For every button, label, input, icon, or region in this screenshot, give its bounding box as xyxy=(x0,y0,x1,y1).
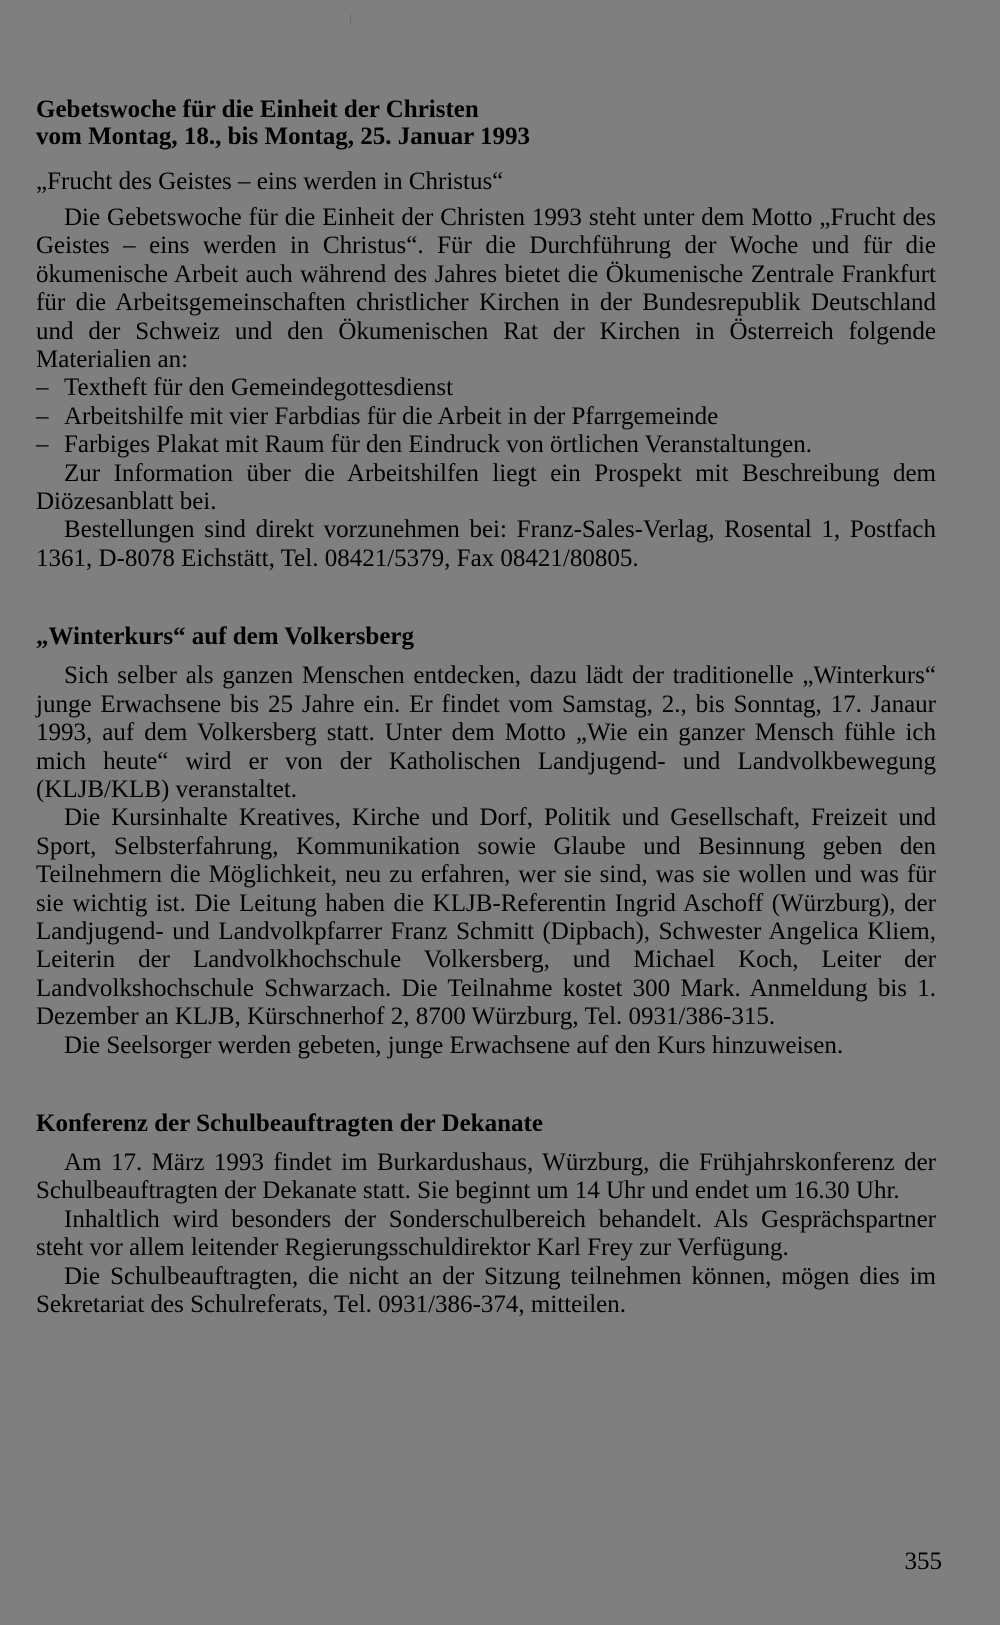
list-dash: – xyxy=(36,431,49,459)
list-item-text: Textheft für den Gemeindegottesdienst xyxy=(64,374,454,402)
list-dash: – xyxy=(36,402,49,430)
list-item xyxy=(36,431,936,459)
paragraph: Am 17. März 1993 findet im Burkardushaus, Würzburg, die Frühjahrskonferenz der Schulbeauftragten der Dekanate statt. Sie beginnt um 14 Uhr und endet um 16.30 Uhr. xyxy=(36,1148,936,1205)
paragraph: Sich selber als ganzen Menschen entdecken, dazu lädt der traditionelle „Winterkurs“ junge Erwachsene bis 25 Jahre ein. Er findet vom Samstag, 2., bis Sonntag, 17. Janaur 1993, auf dem Volkersberg statt. Unter dem Motto „Wie ein ganzer Mensch fühle ich mich heute“ wird er von der Katholischen Landjugend- und Landvolkbewegung (KLJB/KLB) veranstaltet. xyxy=(36,662,936,803)
section-heading: „Winterkurs“ auf dem Volkersberg xyxy=(36,623,415,651)
list-dash: – xyxy=(36,374,49,402)
page-number: 355 xyxy=(904,1548,942,1575)
materials-list xyxy=(36,374,936,459)
paragraph: Die Gebetswoche für die Einheit der Christen 1993 steht unter dem Motto „Frucht des Geistes – eins werden in Christus“. Für die Durchführung der Woche und für die ökumenische Arbeit auch während des Jahres bietet die Ökumenische Zentrale Frankfurt für die Arbeitsgemeinschaften christlicher Kirchen in der Bundesrepublik Deutschland und der Schweiz und den Ökumenischen Rat der Kirchen in Österreich folgende Materialien an: xyxy=(36,204,936,374)
paragraph: Inhaltlich wird besonders der Sonderschulbereich behandelt. Als Gesprächspartner steht vor allem leitender Regierungsschuldirektor Karl Frey zur Verfügung. xyxy=(36,1205,936,1262)
list-item xyxy=(36,403,936,431)
paragraph: Bestellungen sind direkt vorzunehmen bei: Franz-Sales-Verlag, Rosental 1, Postfach 1361, D-8078 Eichstätt, Tel. 08421/5379, Fax 08421/80805. xyxy=(36,516,936,572)
document-page xyxy=(36,96,936,1319)
list-item-text: Arbeitshilfe mit vier Farbdias für die Arbeit in der Pfarrgemeinde xyxy=(64,402,719,430)
scan-mark xyxy=(350,14,351,24)
motto-line: „Frucht des Geistes – eins werden in Christus“ xyxy=(36,168,504,195)
heading-line-1: Gebetswoche für die Einheit der Christen xyxy=(36,96,479,123)
section-prayer-week xyxy=(36,96,936,573)
list-item-text: Farbiges Plakat mit Raum für den Eindruck von örtlichen Veranstaltungen. xyxy=(64,431,812,459)
paragraph: Die Schulbeauftragten, die nicht an der Sitzung teilnehmen können, mögen dies im Sekretariat des Schulreferats, Tel. 0931/386-374, mitteilen. xyxy=(36,1262,936,1318)
paragraph: Die Kursinhalte Kreatives, Kirche und Dorf, Politik und Gesellschaft, Freizeit und Sport, Selbsterfahrung, Kommunikation sowie Glaube und Besinnung geben den Teilnehmern die Möglichkeit, neu zu erfahren, wer sie sind, was sie wollen und was für sie wichtig ist. Die Leitung haben die KLJB-Referentin Ingrid Aschoff (Würzburg), der Landjugend- und Landvolkpfarrer Franz Schmitt (Dipbach), Schwester Angelica Kliem, Leiterin der Landvolkhochschule Volkersberg, und Michael Koch, Leiter der Landvolkshochschule Schwarzach. Die Teilnahme kostet 300 Mark. Anmeldung bis 1. Dezember an KLJB, Kürschnerhof 2, 8700 Würzburg, Tel. 0931/386-315. xyxy=(36,804,936,1031)
section-school-conference xyxy=(36,1110,936,1319)
paragraph: Die Seelsorger werden gebeten, junge Erwachsene auf den Kurs hinzuweisen. xyxy=(64,1031,844,1059)
section-heading: Konferenz der Schulbeauftragten der Dekanate xyxy=(36,1109,543,1137)
section-winter-course xyxy=(36,623,936,1060)
list-item xyxy=(36,374,936,402)
section-heading xyxy=(36,96,936,150)
paragraph: Zur Information über die Arbeitshilfen liegt ein Prospekt mit Beschreibung dem Diözesanblatt bei. xyxy=(36,459,936,516)
heading-line-2: vom Montag, 18., bis Montag, 25. Januar 1993 xyxy=(36,123,531,150)
